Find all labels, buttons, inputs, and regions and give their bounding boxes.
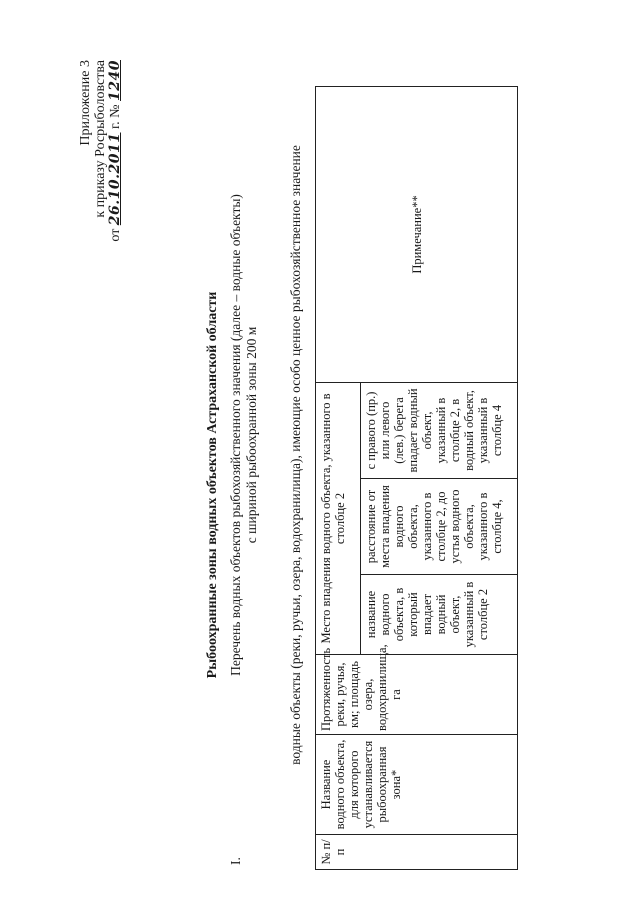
handwritten-number: 1240: [107, 60, 123, 101]
header-inflow-place: Место впадения водного объекта, указанного в столбце 2: [316, 382, 361, 654]
header-number: № п/п: [316, 835, 518, 870]
header-note: Примечание**: [316, 86, 518, 382]
appendix-block: [78, 60, 123, 310]
section-text: [228, 65, 260, 805]
date-prefix: от: [108, 228, 123, 242]
header-object-name: Название водного объекта, для которого устанавливается рыбоохранная зона*: [316, 735, 518, 835]
subheader-receiving-object: название водного объекта, в который впадает водный объект, указанный в столбце 2: [361, 575, 518, 655]
objects-category-line: водные объекты (реки, ручьи, озера, водохранилища), имеющие особо ценное рыбохозяйственное значение: [288, 145, 303, 765]
section-number: I.: [228, 857, 243, 865]
section-line1: Перечень водных объектов рыбохозяйственного значения (далее – водные объекты): [228, 194, 243, 676]
appendix-line1: Приложение 3: [78, 60, 93, 146]
table-header-row: [316, 86, 361, 869]
section-line2: с шириной рыбоохранной зоны 200 м: [244, 326, 259, 544]
appendix-date-line: [108, 60, 123, 310]
fish-protection-zones-table: [315, 86, 518, 870]
appendix-line2: к приказу Росрыболовства: [93, 60, 108, 218]
document-title: Рыбоохранные зоны водных объектов Астраханской области: [205, 291, 220, 679]
handwritten-date: 26.10.2011: [107, 132, 123, 226]
subheader-distance: расстояние от места впадения водного объекта, указанного в столбце 2, до устья водного объекта, указанного в столбце 4,: [361, 479, 518, 575]
subheader-bank: с правого (пр.) или левого (лев.) берега впадает водный объект, указанный в столбце 2, в водный объект, указанный в столбце 4: [361, 382, 518, 478]
header-length: Протяженность реки, ручья, км; площадь озера, водохранилища, га: [316, 655, 518, 735]
number-prefix: г. №: [108, 104, 123, 129]
